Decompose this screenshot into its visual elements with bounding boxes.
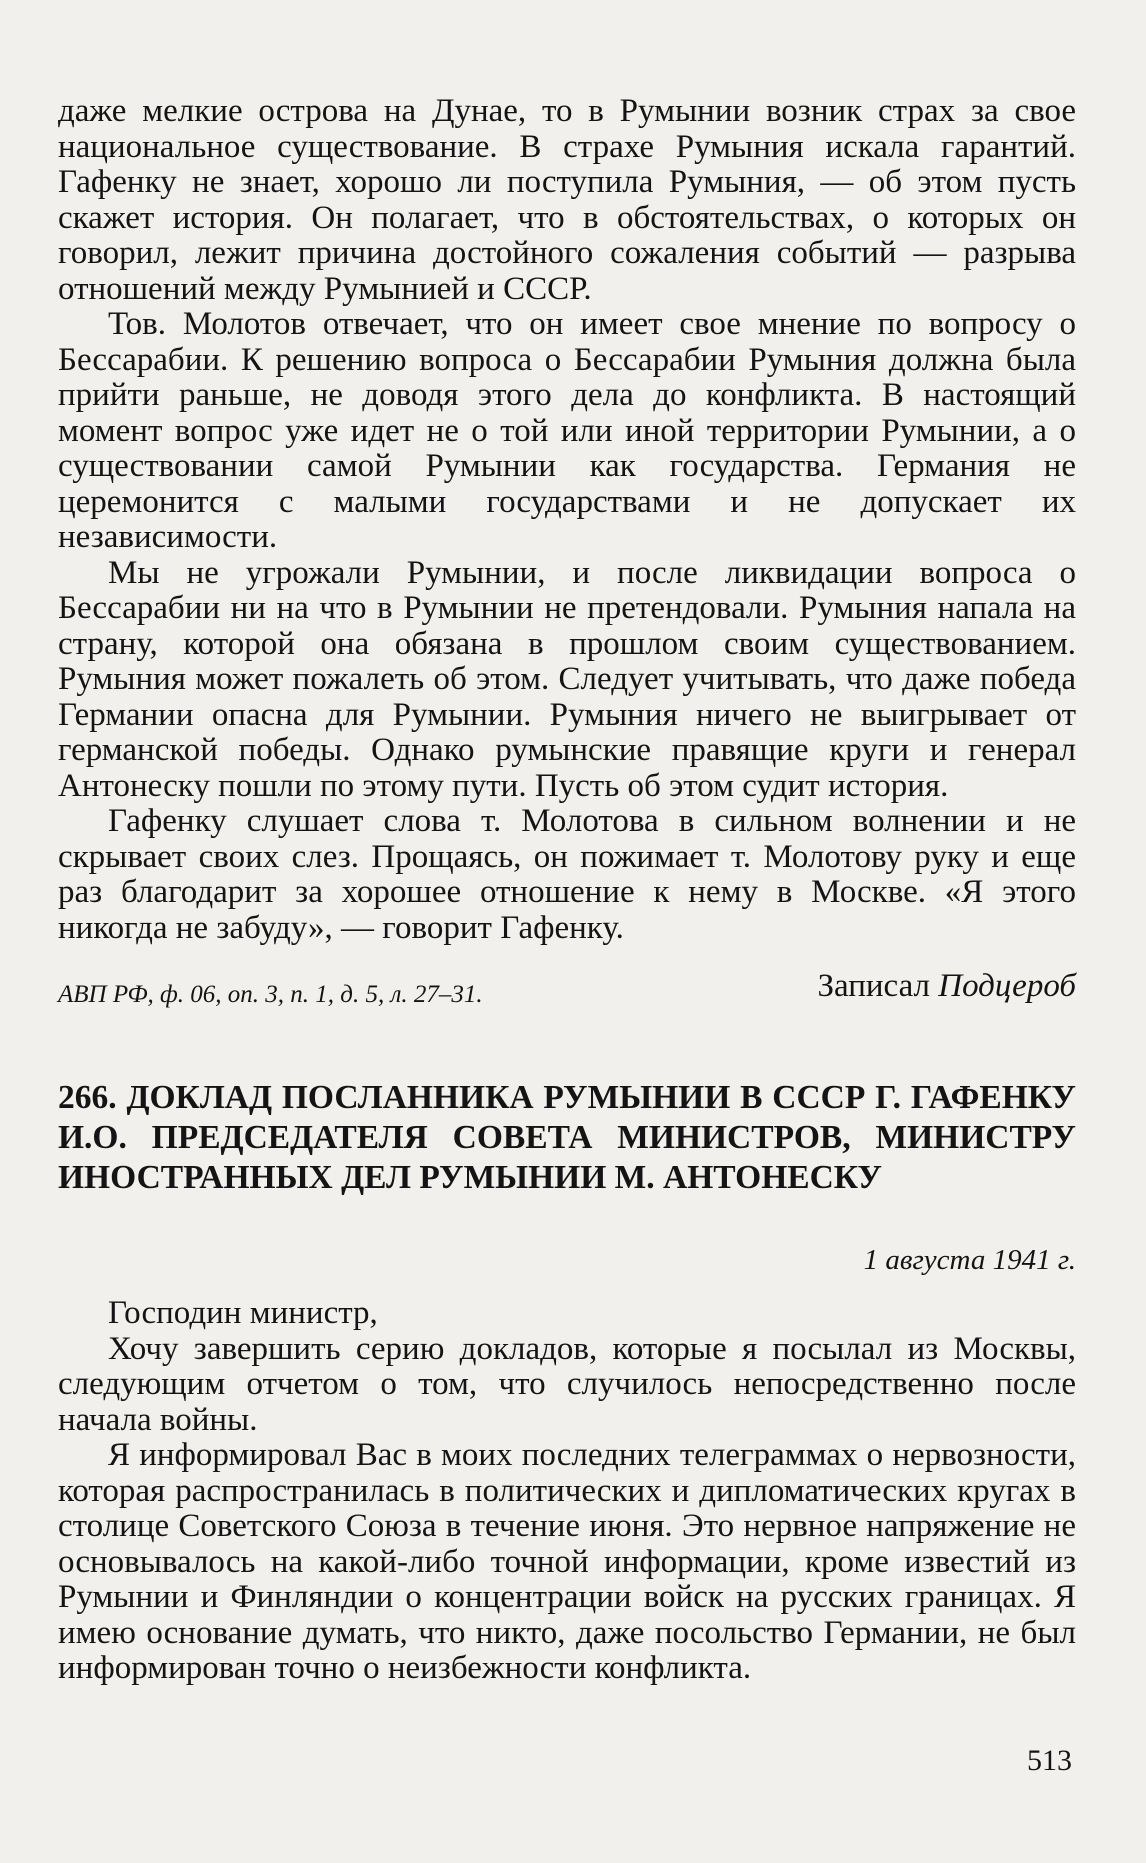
paragraph-report-intro: Хочу завершить серию докладов, которые я посылал из Москвы, следующим отчетом о том, что случилось непосредственно после начала войны. [58,1330,1076,1438]
archive-reference: АВП РФ, ф. 06, оп. 3, п. 1, д. 5, л. 27–31. [58,981,483,1008]
signature-line [817,968,1076,1004]
paragraph-continuation: даже мелкие острова на Дунае, то в Румынии возник страх за свое национальное существование. В страхе Румыния искала гарантий. Гафенку не знает, хорошо ли поступила Румыния, — об этом пусть скажет история. Он полагает, что в обстоятельствах, о которых он говорил, лежит причина достойного сожаления событий — разрыва отношений между Румынией и СССР. [58,93,1076,307]
page-number: 513 [1027,1744,1072,1777]
paragraph-no-threat: Мы не угрожали Румынии, и после ликвидации вопроса о Бессарабии ни на что в Румынии не претендовали. Румыния напала на страну, которой она обязана в прошлом своим существованием. Румыния может пожалеть об этом. Следует учитывать, что даже победа Германии опасна для Румынии. Румыния ничего не выигрывает от германской победы. Однако румынские правящие круги и генерал Антонеску пошли по этому пути. Пусть об этом судит история. [58,554,1076,804]
top-text-block [58,94,1076,946]
paragraph-molotov-reply: Тов. Молотов отвечает, что он имеет свое мнение по вопросу о Бессарабии. К решению вопроса о Бессарабии Румыния должна была прийти раньше, не доводя этого дела до конфликта. В настоящий момент вопрос уже идет не о той или иной территории Румынии, а о существовании самой Румынии как государства. Германия не церемонится с малыми государствами и не допускает их независимости. [58,306,1076,555]
document-date: 1 августа 1941 г. [863,1244,1076,1276]
paragraph-farewell: Гафенку слушает слова т. Молотова в сильном волнении и не скрывает своих слез. Прощаясь, он пожимает т. Молотову руку и еще раз благодарит за хорошее отношение к нему в Москве. «Я этого никогда не забуду», — говорит Гафенку. [58,803,1076,946]
document-title: 266. ДОКЛАД ПОСЛАННИКА РУМЫНИИ В СССР Г. ГАФЕНКУ И.О. ПРЕДСЕДАТЕЛЯ СОВЕТА МИНИСТРОВ, МИНИСТРУ ИНОСТРАННЫХ ДЕЛ РУМЫНИИ М. АНТОНЕСКУ [58,1079,1076,1196]
paragraph-nervousness: Я информировал Вас в моих последних телеграммах о нервозности, которая распространилась в политических и дипломатических кругах в столице Советского Союза в течение июня. Это нервное напряжение не основывалось на какой-либо точной информации, кроме известий из Румынии и Финляндии о концентрации войск на русских границах. Я имею основание думать, что никто, даже посольство Германии, не был информирован точно о неизбежности конфликта. [58,1437,1076,1686]
signature-label: Записал [817,968,931,1004]
signature-name: Подцероб [938,968,1076,1004]
bottom-text-block [58,1296,1076,1687]
greeting: Господин министр, [108,1295,378,1331]
